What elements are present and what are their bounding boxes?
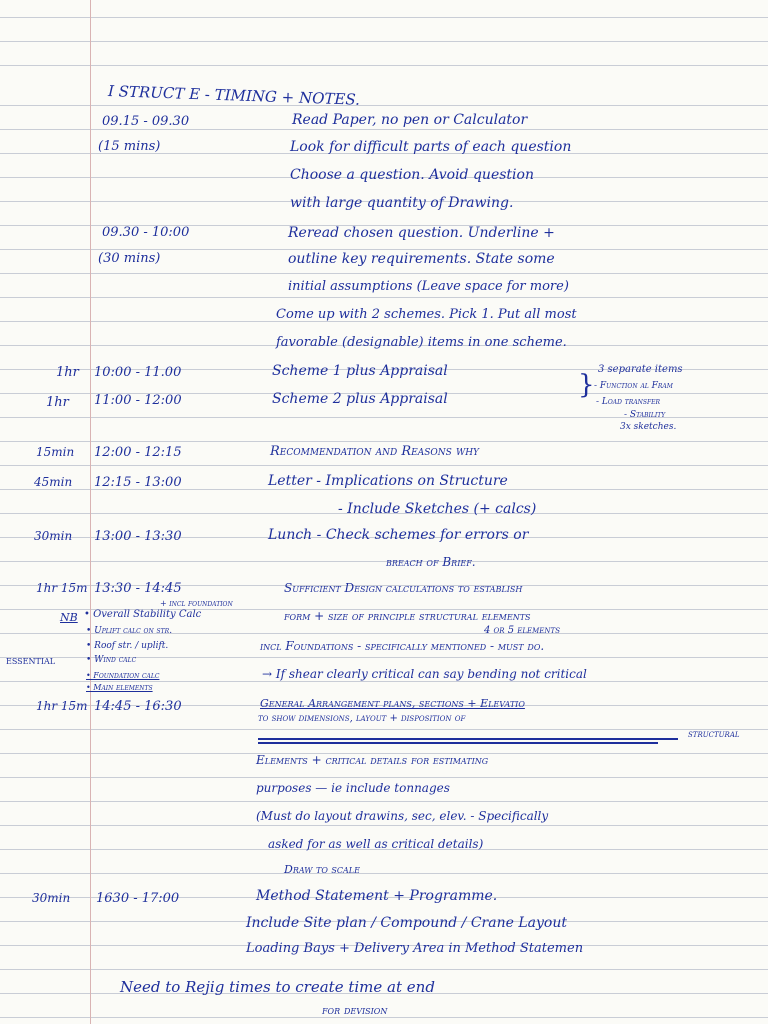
time-0915: 09.15 - 09.30 bbox=[102, 114, 190, 129]
footer-note: Need to Rejig times to create time at end bbox=[120, 978, 435, 996]
brace: } bbox=[578, 370, 595, 400]
time-1100: 11:00 - 12:00 bbox=[94, 393, 182, 408]
note-line: Read Paper, no pen or Calculator bbox=[292, 112, 528, 128]
time-0930: 09.30 - 10:00 bbox=[102, 225, 190, 240]
margin-duration: 15min bbox=[36, 445, 75, 459]
note-line: General Arrangement plans, sections + Elevatio bbox=[260, 697, 525, 710]
side-note: • Foundation calc bbox=[86, 671, 160, 680]
note-line: Choose a question. Avoid question bbox=[290, 167, 534, 183]
note-line: Look for difficult parts of each question bbox=[290, 139, 572, 155]
time-1300: 13:00 - 13:30 bbox=[94, 529, 182, 544]
note-line: Letter - Implications on Structure bbox=[268, 473, 508, 489]
nb-label: NB bbox=[60, 611, 78, 624]
note-line: Reread chosen question. Underline + bbox=[288, 225, 555, 241]
side-note: • Main elements bbox=[86, 683, 153, 692]
brace-note: - Function al Fram bbox=[594, 381, 673, 391]
note-line: → If shear clearly critical can say bending not critical bbox=[262, 667, 587, 681]
note-line: Lunch - Check schemes for errors or bbox=[268, 527, 529, 543]
margin-duration: 1hr bbox=[56, 365, 79, 380]
note-line: 4 or 5 elements bbox=[484, 625, 561, 636]
note-line: Scheme 2 plus Appraisal bbox=[272, 391, 448, 407]
brace-note: 3 separate items bbox=[598, 364, 683, 375]
note-line: Loading Bays + Delivery Area in Method Statemen bbox=[246, 941, 584, 956]
page-title: I STRUCT E - TIMING + NOTES. bbox=[107, 82, 361, 109]
margin-duration: 30min bbox=[34, 529, 73, 543]
note-line: breach of Brief. bbox=[386, 555, 476, 569]
margin-line bbox=[90, 0, 91, 1024]
note-line: Scheme 1 plus Appraisal bbox=[272, 363, 448, 379]
note-line: with large quantity of Drawing. bbox=[290, 195, 514, 211]
duration-15: (15 mins) bbox=[98, 139, 161, 154]
side-note: • Overall Stability Calc bbox=[84, 609, 202, 620]
time-1215: 12:15 - 13:00 bbox=[94, 475, 182, 490]
note-line: Method Statement + Programme. bbox=[256, 888, 498, 904]
time-1000: 10:00 - 11.00 bbox=[94, 365, 182, 380]
time-1200: 12:00 - 12:15 bbox=[94, 445, 182, 460]
margin-duration: 45min bbox=[34, 475, 73, 489]
side-note: • Roof str. / uplift. bbox=[86, 641, 169, 651]
side-note: • Wind calc bbox=[86, 655, 137, 665]
note-line: Elements + critical details for estimating bbox=[256, 753, 489, 767]
note-line: Recommendation and Reasons why bbox=[270, 444, 480, 459]
note-line: Come up with 2 schemes. Pick 1. Put all most bbox=[276, 307, 577, 322]
time-1330: 13:30 - 14:45 bbox=[94, 581, 182, 596]
note-line: incl Foundations - specifically mentioned - must do. bbox=[260, 639, 545, 653]
note-line: (Must do layout drawins, sec, elev. - Specifically bbox=[256, 809, 549, 823]
scribble-out bbox=[258, 742, 658, 744]
note-line: to show dimensions, layout + disposition of bbox=[258, 713, 466, 724]
duration-30: (30 mins) bbox=[98, 251, 161, 266]
brace-note: 3x sketches. bbox=[620, 422, 677, 432]
note-line: form + size of principle structural elements bbox=[284, 609, 531, 623]
time-1445: 14:45 - 16:30 bbox=[94, 699, 182, 714]
note-line: - Include Sketches (+ calcs) bbox=[338, 501, 537, 517]
brace-note: - Load transfer bbox=[596, 397, 661, 407]
brace-note: - Stability bbox=[624, 410, 666, 420]
margin-duration: 1hr bbox=[46, 395, 69, 410]
incl-foundation-note: + incl foundation bbox=[160, 599, 233, 608]
margin-duration: 1hr 15m bbox=[36, 581, 88, 595]
margin-duration: 30min bbox=[32, 891, 71, 905]
essential-label: ESSENTIAL bbox=[6, 657, 56, 666]
note-line: asked for as well as critical details) bbox=[268, 837, 484, 851]
note-line: structural bbox=[688, 729, 740, 740]
note-line: Sufficient Design calculations to establish bbox=[284, 581, 523, 595]
note-line: Draw to scale bbox=[284, 863, 360, 876]
note-line: purposes — ie include tonnages bbox=[256, 781, 450, 795]
note-line: favorable (designable) items in one scheme. bbox=[276, 335, 567, 350]
margin-duration: 1hr 15m bbox=[36, 699, 88, 713]
side-note: • Uplift calc on str. bbox=[86, 626, 173, 636]
note-line: Include Site plan / Compound / Crane Layout bbox=[246, 915, 567, 931]
footer-note: for devision bbox=[322, 1003, 388, 1017]
scribble-out bbox=[258, 738, 678, 740]
note-line: outline key requirements. State some bbox=[288, 251, 555, 267]
note-line: initial assumptions (Leave space for more) bbox=[288, 279, 569, 294]
time-1630: 1630 - 17:00 bbox=[96, 891, 180, 906]
